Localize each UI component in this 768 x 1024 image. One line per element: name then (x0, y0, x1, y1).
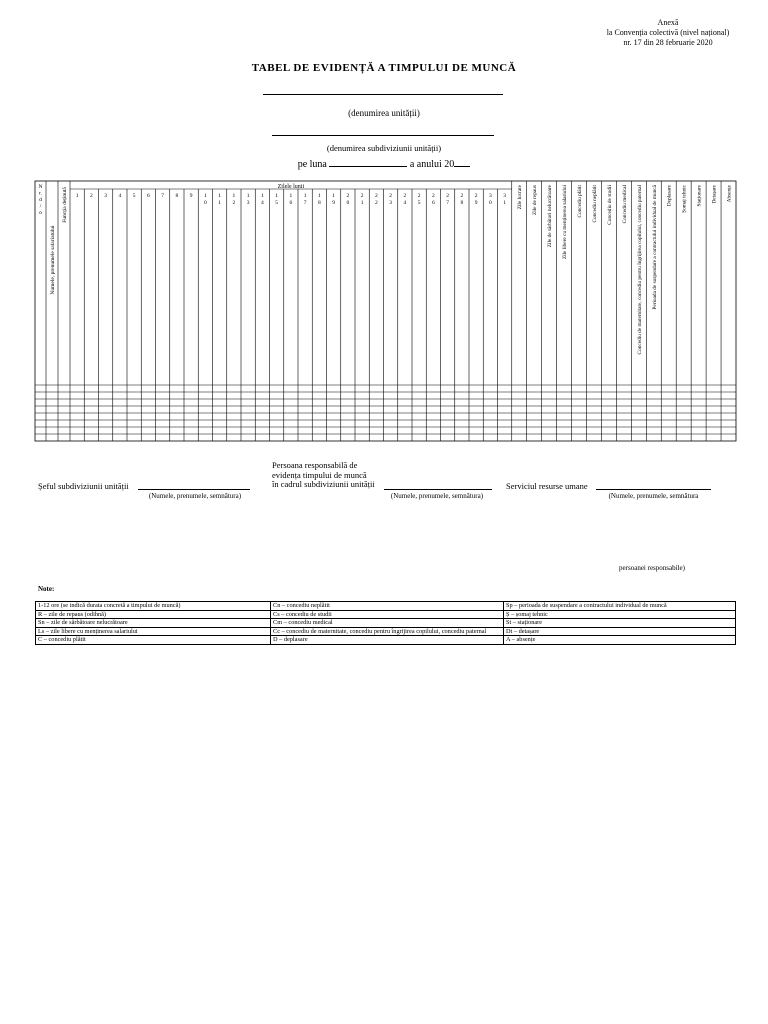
day-number: 7 (303, 200, 307, 206)
timesheet-table (0, 0, 768, 450)
summary-column-header: Deplasare (666, 185, 673, 207)
day-number: 5 (132, 193, 136, 199)
day-number: 1 (218, 200, 221, 206)
nr-header-letter: d (39, 197, 42, 203)
day-number: 1 (246, 193, 250, 199)
day-number: 1 (204, 193, 207, 199)
day-number: 1 (332, 193, 335, 199)
notes-cell: Cs – concediu de studii (271, 610, 504, 619)
day-number: 8 (175, 193, 179, 199)
day-number: 1 (232, 193, 236, 199)
day-number: 2 (375, 193, 378, 199)
summary-column-header: Concediu de maternitate, concediu pentru îngrijirea copilului, concediu paternal (636, 185, 643, 355)
notes-row (36, 627, 736, 636)
period-month-label: pe luna (297, 159, 327, 170)
day-number: 2 (90, 193, 93, 199)
responsible-line-2: evidența timpului de muncă (272, 469, 367, 480)
day-number: 5 (275, 200, 278, 206)
summary-column-header: Zile lucrate (517, 185, 524, 210)
head-of-subdivision-text: Șeful subdiviziunii unității (38, 481, 129, 491)
day-number: 4 (261, 200, 264, 206)
day-number: 9 (474, 200, 478, 206)
day-number: 2 (360, 193, 364, 199)
unit-name-caption: (denumirea unității) (348, 108, 420, 118)
day-number: 3 (389, 200, 392, 206)
day-number: 7 (446, 200, 449, 206)
summary-column-header: Staționare (696, 185, 703, 207)
day-number: 1 (218, 193, 221, 199)
head-of-subdivision-label (38, 481, 129, 491)
notes-cell: Ls – zile libere cu menținerea salariului (36, 627, 271, 636)
nr-header-letter: N (38, 184, 43, 190)
notes-cell: C – concediu plătit (36, 636, 271, 645)
hr-service-label: Serviciul resurse umane (506, 481, 588, 491)
day-number: 3 (489, 193, 492, 199)
notes-legend-table (35, 601, 736, 645)
day-number: 1 (318, 193, 321, 199)
notes-cell: Cm – concediu medical (271, 619, 504, 628)
responsible-signature-line (384, 489, 492, 490)
day-number: 1 (503, 200, 506, 206)
period-year-label: a anului 20 (409, 159, 455, 170)
notes-cell: R – zile de repaus (odihnă) (36, 610, 271, 619)
day-number: 2 (460, 193, 464, 199)
day-number: 3 (246, 200, 250, 206)
summary-column-header: Zile de sărbători nelucrătoare (547, 185, 554, 248)
day-number: 2 (474, 193, 478, 199)
summary-column-header: Concediu de studii (606, 185, 613, 225)
responsible-line-3: în cadrul subdiviziunii unității (272, 479, 375, 489)
notes-cell: A – absențe (504, 636, 736, 645)
responsible-person-label (272, 461, 375, 490)
day-number: 9 (332, 200, 335, 206)
day-number: 4 (118, 193, 122, 199)
notes-cell: Ș – șomaj tehnic (504, 610, 736, 619)
day-number: 9 (189, 193, 193, 199)
day-number: 2 (346, 193, 350, 199)
annex-line-3: nr. 17 din 28 februarie 2020 (623, 38, 713, 47)
summary-column-header: Concediu neplătit (591, 185, 598, 223)
nr-header-letter: r. (39, 190, 42, 197)
hr-signature-line (596, 489, 711, 490)
annex-line-2: la Convenția colectivă (nivel național) (606, 28, 730, 37)
responsible-line-1: Persoana responsabilă de (272, 460, 358, 470)
notes-cell: Dt – detașare (504, 627, 736, 636)
notes-title: Note: (38, 585, 55, 593)
notes-cell: Sp – perioada de suspendare a contractului individual de muncă (504, 602, 736, 611)
day-number: 2 (432, 193, 435, 199)
nr-header-letter: / (39, 203, 42, 210)
summary-column-header: Concediu plătit (577, 185, 584, 218)
day-number: 8 (318, 200, 321, 206)
summary-column-header: Zile libere cu menținerea salariului (562, 185, 569, 260)
hr-signature-caption: (Numele, prenumele, semnătura (608, 492, 699, 500)
day-number: 2 (446, 193, 449, 199)
day-number: 5 (417, 200, 421, 206)
name-column-header: Numele, prenumele salariatului (50, 225, 56, 295)
day-number: 2 (417, 193, 421, 199)
nr-header-letter: o (39, 210, 42, 216)
day-number: 1 (261, 193, 264, 199)
hr-signature-caption-continued: persoanei responsabile) (619, 564, 685, 572)
notes-row (36, 636, 736, 645)
day-number: 8 (460, 200, 464, 206)
notes-cell: St – staționare (504, 619, 736, 628)
summary-column-header: Absențe (726, 185, 733, 203)
notes-row (36, 619, 736, 628)
notes-row (36, 610, 736, 619)
notes-cell: D – deplasare (271, 636, 504, 645)
day-number: 2 (375, 200, 378, 206)
day-number: 6 (147, 193, 150, 199)
function-column-header: Funcția deținută (62, 187, 68, 223)
responsible-signature-caption: (Numele, prenumele, semnătura) (390, 492, 484, 500)
notes-cell: Sn – zile de sărbătoare nelucrătoare (36, 619, 271, 628)
document-title: TABEL DE EVIDENȚĂ A TIMPULUI DE MUNCĂ (251, 62, 517, 74)
day-number: 4 (403, 200, 407, 206)
day-number: 1 (360, 200, 364, 206)
day-number: 7 (161, 193, 164, 199)
notes-cell: 1-12 ore (se indică durata concretă a timpului de muncă) (36, 602, 271, 611)
notes-row (36, 602, 736, 611)
day-number: 6 (289, 200, 293, 206)
day-number: 0 (204, 200, 207, 206)
day-number: 6 (432, 200, 435, 206)
annex-line-1: Anexă (657, 18, 679, 27)
notes-cell: Cc – concediu de maternitate, concediu pentru îngrijirea copilului, concediu paternal (271, 627, 504, 636)
head-signature-line (138, 489, 250, 490)
day-number: 1 (275, 193, 278, 199)
day-number: 0 (489, 200, 492, 206)
notes-cell: Cn – concediu neplătit (271, 602, 504, 611)
summary-column-header: Zile de repaus (532, 185, 539, 216)
day-number: 2 (389, 193, 392, 199)
day-number: 2 (232, 200, 236, 206)
summary-column-header: Șomaj tehnic (681, 185, 688, 213)
day-number: 2 (403, 193, 407, 199)
summary-column-header: Detașare (711, 185, 718, 204)
head-signature-caption: (Numele, prenumele, semnătura) (148, 492, 242, 500)
day-number: 0 (346, 200, 350, 206)
summary-column-header: Perioada de suspendare a contractului individual de muncă (651, 185, 658, 310)
day-number: 1 (303, 193, 307, 199)
subdivision-name-caption: (denumirea subdiviziunii unității) (326, 143, 442, 153)
days-group-label: Zilele lunii (277, 184, 305, 190)
summary-column-header: Concediu medical (621, 185, 628, 224)
day-number: 1 (75, 193, 79, 199)
table-border (35, 181, 736, 441)
day-number: 3 (503, 193, 506, 199)
day-number: 3 (104, 193, 107, 199)
day-number: 1 (289, 193, 293, 199)
